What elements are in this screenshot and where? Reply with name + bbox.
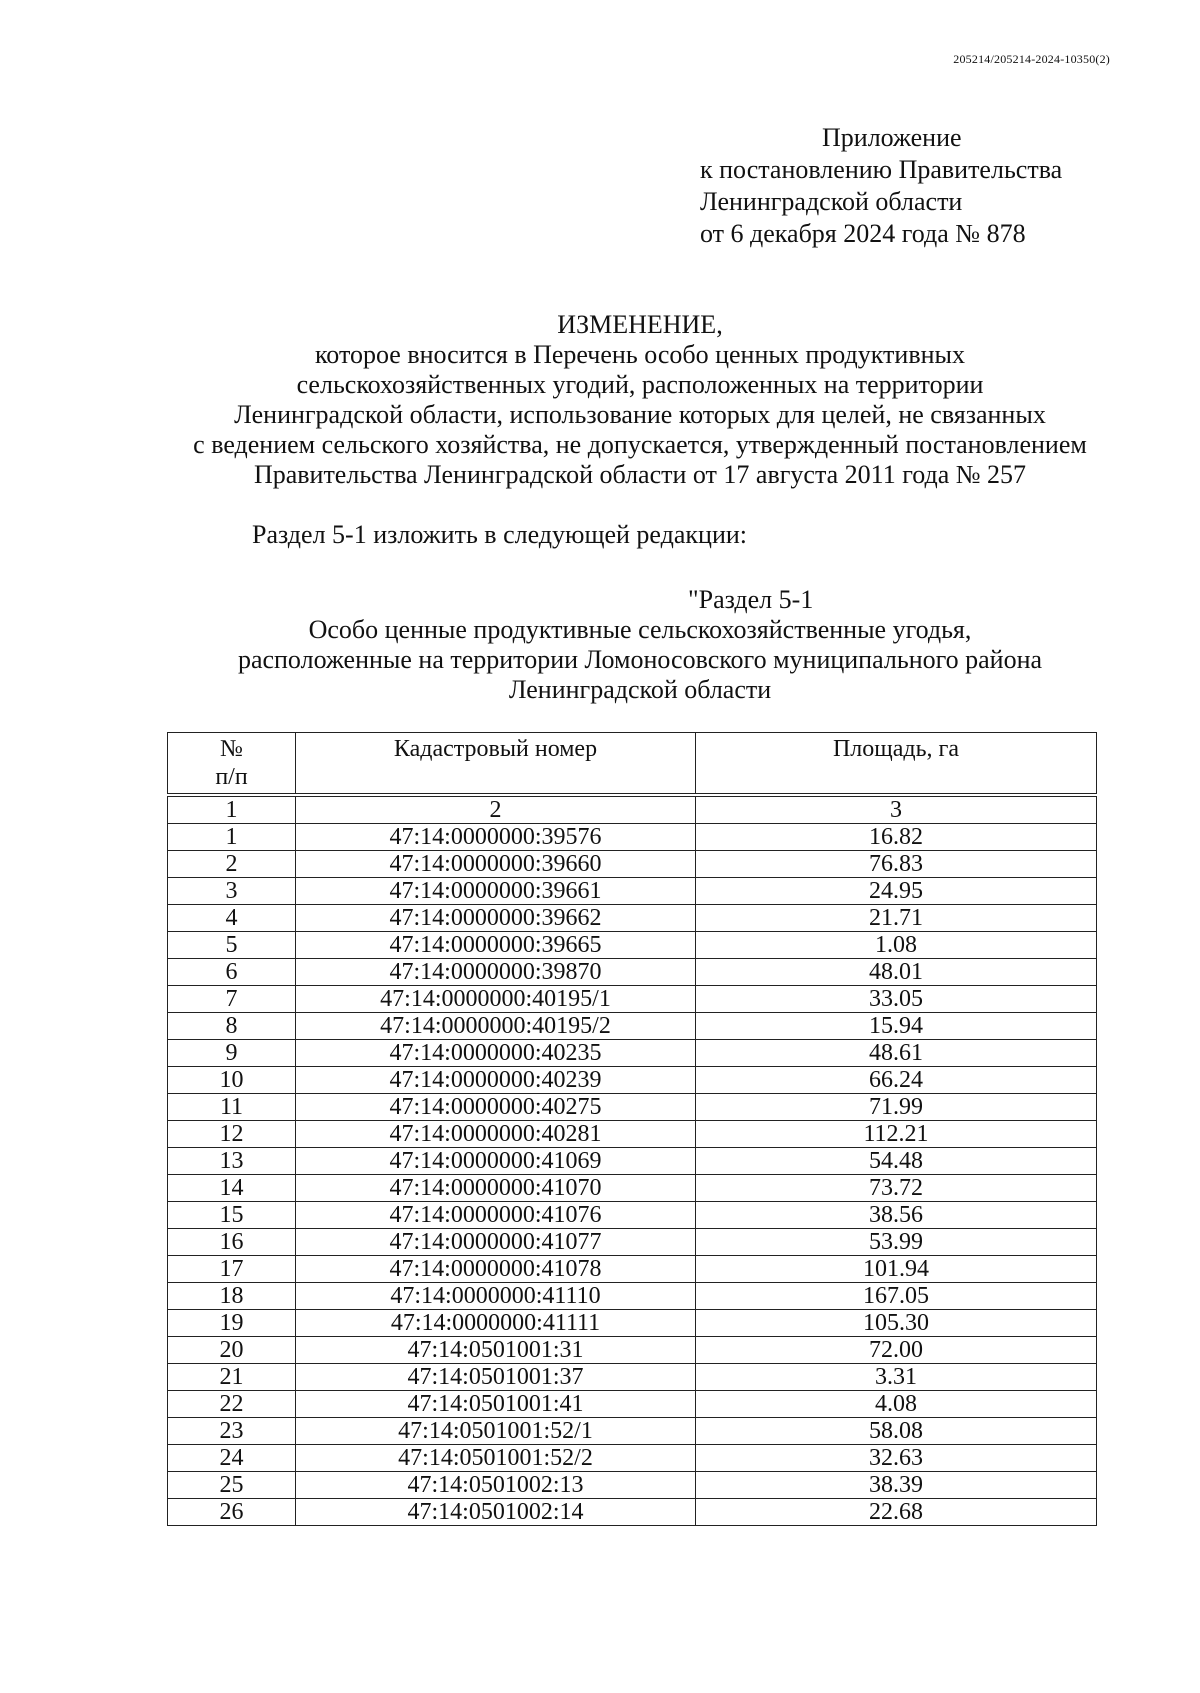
table-row xyxy=(168,851,1097,878)
area-cell: 66.24 xyxy=(696,1067,1097,1094)
table-row xyxy=(168,1499,1097,1526)
row-number-cell: 20 xyxy=(168,1337,296,1364)
cadastral-number-cell: 47:14:0000000:40239 xyxy=(296,1067,696,1094)
cadastral-number-cell: 47:14:0501001:31 xyxy=(296,1337,696,1364)
row-number-cell: 21 xyxy=(168,1364,296,1391)
area-cell: 15.94 xyxy=(696,1013,1097,1040)
cadastral-number-cell: 47:14:0501001:37 xyxy=(296,1364,696,1391)
area-cell: 54.48 xyxy=(696,1148,1097,1175)
table-row xyxy=(168,959,1097,986)
column-header-area: Площадь, га xyxy=(696,733,1097,796)
row-number-cell: 24 xyxy=(168,1445,296,1472)
table-row xyxy=(168,1148,1097,1175)
row-number-cell: 23 xyxy=(168,1418,296,1445)
row-number-cell: 15 xyxy=(168,1202,296,1229)
title-line: Правительства Ленинградской области от 17 августа 2011 года № 257 xyxy=(253,460,1027,489)
table-row xyxy=(168,986,1097,1013)
row-number-cell: 18 xyxy=(168,1283,296,1310)
appendix-block xyxy=(700,122,1120,250)
row-number-cell: 3 xyxy=(168,878,296,905)
table-row xyxy=(168,1256,1097,1283)
area-cell: 167.05 xyxy=(696,1283,1097,1310)
area-cell: 16.82 xyxy=(696,824,1097,851)
row-number-cell: 16 xyxy=(168,1229,296,1256)
row-number-cell: 22 xyxy=(168,1391,296,1418)
table-header-row xyxy=(168,733,1097,796)
intro-paragraph: Раздел 5-1 изложить в следующей редакции: xyxy=(252,520,747,549)
row-number-cell: 4 xyxy=(168,905,296,932)
row-number-cell: 11 xyxy=(168,1094,296,1121)
row-number-cell: 17 xyxy=(168,1256,296,1283)
column-number-row xyxy=(168,795,1097,824)
cadastral-number-cell: 47:14:0000000:39576 xyxy=(296,824,696,851)
table-row xyxy=(168,1175,1097,1202)
cadastral-number-cell: 47:14:0000000:40195/1 xyxy=(296,986,696,1013)
table-row xyxy=(168,1067,1097,1094)
cadastral-number-cell: 47:14:0000000:40235 xyxy=(296,1040,696,1067)
table-row xyxy=(168,1391,1097,1418)
row-number-cell: 1 xyxy=(168,824,296,851)
land-plots-table xyxy=(167,732,1097,1526)
table-row xyxy=(168,1094,1097,1121)
row-number-cell: 9 xyxy=(168,1040,296,1067)
area-cell: 71.99 xyxy=(696,1094,1097,1121)
area-cell: 38.39 xyxy=(696,1472,1097,1499)
area-cell: 73.72 xyxy=(696,1175,1097,1202)
cadastral-number-cell: 47:14:0000000:39661 xyxy=(296,878,696,905)
cadastral-number-cell: 47:14:0501001:52/1 xyxy=(296,1418,696,1445)
table-row xyxy=(168,932,1097,959)
table-row xyxy=(168,878,1097,905)
cadastral-number-cell: 47:14:0000000:40275 xyxy=(296,1094,696,1121)
row-number-cell: 19 xyxy=(168,1310,296,1337)
cadastral-number-cell: 47:14:0000000:39665 xyxy=(296,932,696,959)
area-cell: 32.63 xyxy=(696,1445,1097,1472)
area-cell: 22.68 xyxy=(696,1499,1097,1526)
area-cell: 48.61 xyxy=(696,1040,1097,1067)
title-line: которое вносится в Перечень особо ценных продуктивных xyxy=(315,340,965,369)
title-line: с ведением сельского хозяйства, не допускается, утвержденный постановлением xyxy=(193,430,1087,459)
area-cell: 1.08 xyxy=(696,932,1097,959)
cadastral-number-cell: 47:14:0000000:41076 xyxy=(296,1202,696,1229)
cadastral-number-cell: 47:14:0000000:41069 xyxy=(296,1148,696,1175)
cadastral-number-cell: 47:14:0000000:39660 xyxy=(296,851,696,878)
column-number: 2 xyxy=(296,795,696,824)
cadastral-number-cell: 47:14:0501002:13 xyxy=(296,1472,696,1499)
area-cell: 76.83 xyxy=(696,851,1097,878)
cadastral-number-cell: 47:14:0501001:52/2 xyxy=(296,1445,696,1472)
row-number-cell: 13 xyxy=(168,1148,296,1175)
area-cell: 72.00 xyxy=(696,1337,1097,1364)
table-row xyxy=(168,1202,1097,1229)
row-number-cell: 7 xyxy=(168,986,296,1013)
row-number-cell: 8 xyxy=(168,1013,296,1040)
area-cell: 21.71 xyxy=(696,905,1097,932)
column-header-cadastral: Кадастровый номер xyxy=(296,733,696,796)
area-cell: 48.01 xyxy=(696,959,1097,986)
table-row xyxy=(168,1013,1097,1040)
table-row xyxy=(168,1337,1097,1364)
area-cell: 4.08 xyxy=(696,1391,1097,1418)
cadastral-number-cell: 47:14:0000000:41070 xyxy=(296,1175,696,1202)
area-cell: 53.99 xyxy=(696,1229,1097,1256)
appendix-line: Ленинградской области xyxy=(700,187,963,216)
table-row xyxy=(168,824,1097,851)
table-row xyxy=(168,1229,1097,1256)
section-line: Ленинградской области xyxy=(508,675,772,704)
area-cell: 33.05 xyxy=(696,986,1097,1013)
cadastral-number-cell: 47:14:0000000:41111 xyxy=(296,1310,696,1337)
title-heading: ИЗМЕНЕНИЕ, xyxy=(557,310,723,339)
area-cell: 58.08 xyxy=(696,1418,1097,1445)
cadastral-number-cell: 47:14:0000000:41078 xyxy=(296,1256,696,1283)
table-row xyxy=(168,1472,1097,1499)
row-number-cell: 26 xyxy=(168,1499,296,1526)
header-number-label: № п/п xyxy=(215,736,248,790)
cadastral-number-cell: 47:14:0501002:14 xyxy=(296,1499,696,1526)
table-row xyxy=(168,905,1097,932)
section-heading xyxy=(160,585,1120,705)
table-row xyxy=(168,1445,1097,1472)
document-number: 205214/205214-2024-10350(2) xyxy=(953,52,1110,66)
cadastral-number-cell: 47:14:0501001:41 xyxy=(296,1391,696,1418)
cadastral-number-cell: 47:14:0000000:41110 xyxy=(296,1283,696,1310)
title-line: сельскохозяйственных угодий, расположенных на территории xyxy=(296,370,984,399)
table-row xyxy=(168,1040,1097,1067)
appendix-line: к постановлению Правительства xyxy=(700,155,1063,184)
row-number-cell: 10 xyxy=(168,1067,296,1094)
title-line: Ленинградской области, использование которых для целей, не связанных xyxy=(234,400,1046,429)
area-cell: 3.31 xyxy=(696,1364,1097,1391)
appendix-line: от 6 декабря 2024 года № 878 xyxy=(700,219,1026,248)
cadastral-number-cell: 47:14:0000000:39870 xyxy=(296,959,696,986)
table-row xyxy=(168,1418,1097,1445)
table-row xyxy=(168,1121,1097,1148)
appendix-line: Приложение xyxy=(822,123,962,152)
row-number-cell: 14 xyxy=(168,1175,296,1202)
area-cell: 112.21 xyxy=(696,1121,1097,1148)
section-line: Особо ценные продуктивные сельскохозяйственные угодья, xyxy=(308,615,972,644)
area-cell: 101.94 xyxy=(696,1256,1097,1283)
column-number: 1 xyxy=(168,795,296,824)
column-header-number xyxy=(168,733,296,796)
column-number: 3 xyxy=(696,795,1097,824)
row-number-cell: 12 xyxy=(168,1121,296,1148)
cadastral-number-cell: 47:14:0000000:41077 xyxy=(296,1229,696,1256)
area-cell: 38.56 xyxy=(696,1202,1097,1229)
row-number-cell: 2 xyxy=(168,851,296,878)
table-row xyxy=(168,1364,1097,1391)
row-number-cell: 5 xyxy=(168,932,296,959)
cadastral-number-cell: 47:14:0000000:40281 xyxy=(296,1121,696,1148)
cadastral-number-cell: 47:14:0000000:39662 xyxy=(296,905,696,932)
cadastral-number-cell: 47:14:0000000:40195/2 xyxy=(296,1013,696,1040)
table-row xyxy=(168,1310,1097,1337)
row-number-cell: 6 xyxy=(168,959,296,986)
row-number-cell: 25 xyxy=(168,1472,296,1499)
section-line: расположенные на территории Ломоносовского муниципального района xyxy=(237,645,1043,674)
area-cell: 24.95 xyxy=(696,878,1097,905)
section-label: "Раздел 5-1 xyxy=(688,585,814,614)
document-title xyxy=(160,310,1120,490)
area-cell: 105.30 xyxy=(696,1310,1097,1337)
table-row xyxy=(168,1283,1097,1310)
